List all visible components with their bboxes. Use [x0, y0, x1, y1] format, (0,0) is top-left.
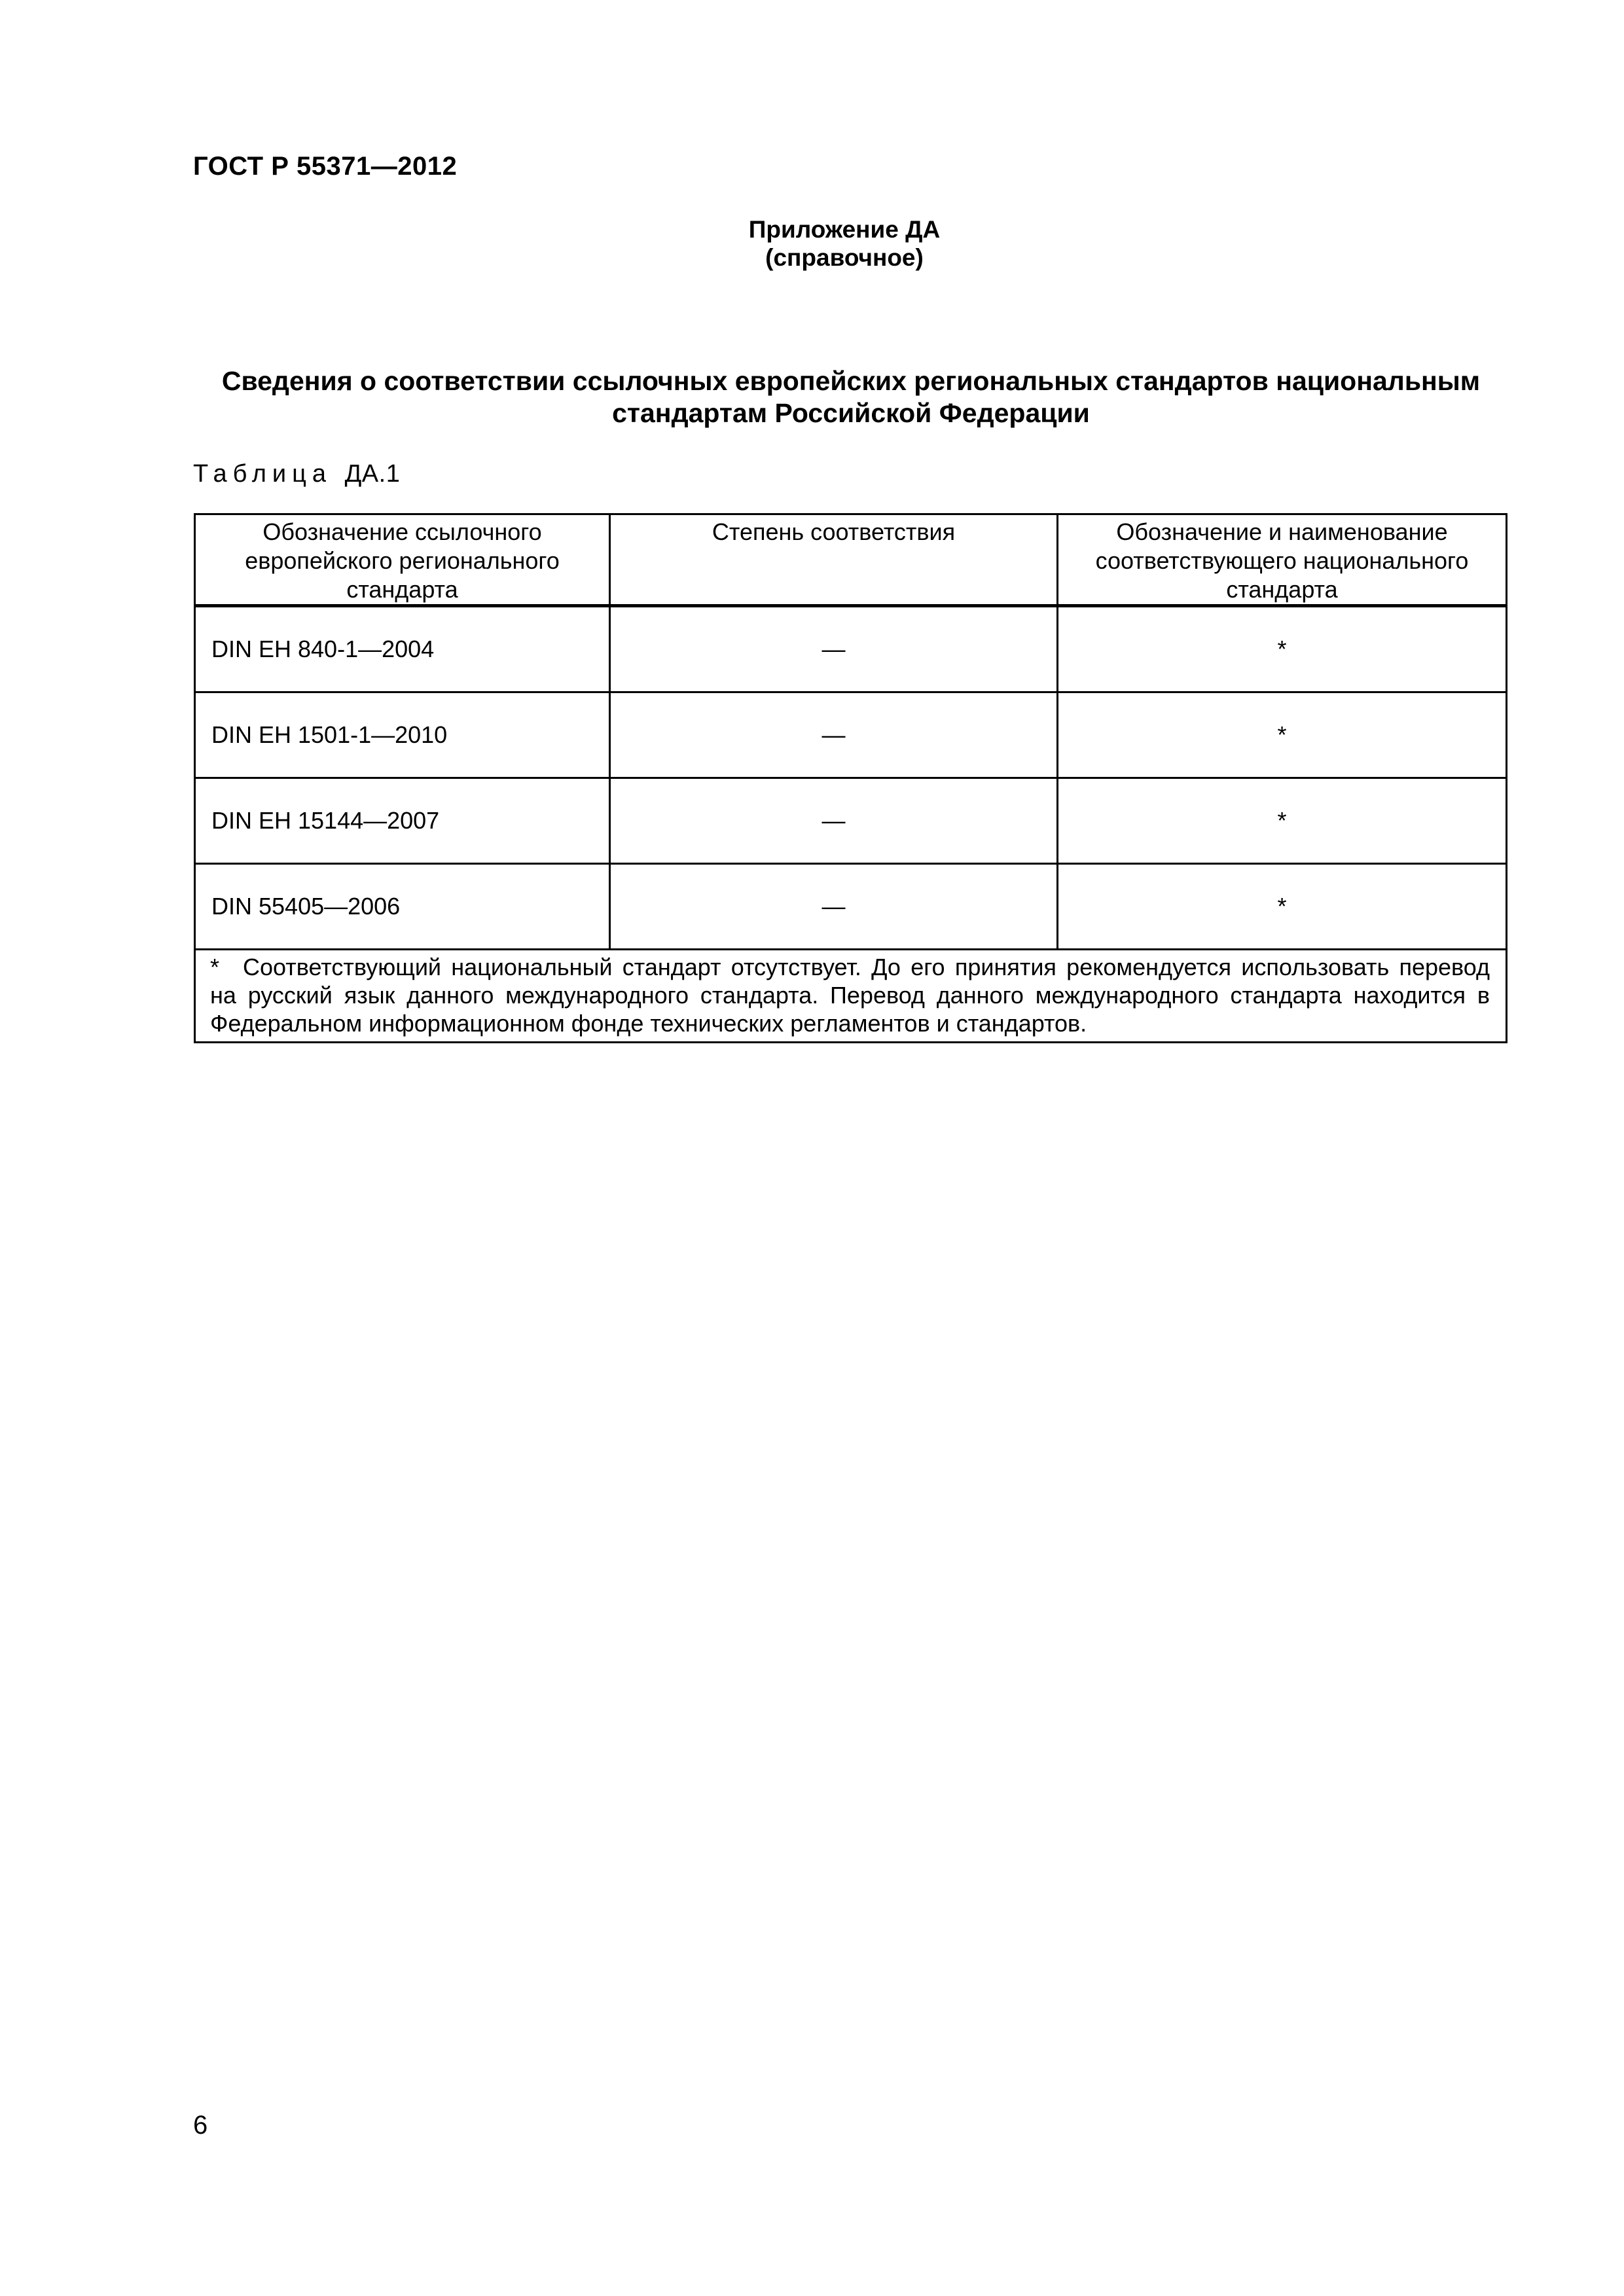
cell-designation: DIN 55405—2006	[195, 864, 610, 950]
column-header-degree: Степень соответствия	[610, 514, 1058, 606]
cell-degree: —	[610, 606, 1058, 692]
cell-degree: —	[610, 864, 1058, 950]
cell-national-standard: *	[1058, 692, 1507, 778]
column-header-designation: Обозначение ссылочного европейского регионального стандарта	[195, 514, 610, 606]
page-number: 6	[193, 2111, 208, 2140]
section-heading-line-1: Сведения о соответствии ссылочных европейских региональных стандартов национальным	[221, 366, 1481, 396]
cell-national-standard: *	[1058, 778, 1507, 864]
table-caption-number: ДА.1	[344, 460, 401, 488]
document-code: ГОСТ Р 55371—2012	[193, 152, 458, 181]
cell-national-standard: *	[1058, 864, 1507, 950]
cell-designation: DIN EH 1501-1—2010	[195, 692, 610, 778]
table-footnote-row	[195, 950, 1507, 1043]
correspondence-table	[194, 513, 1507, 1043]
cell-designation: DIN EH 15144—2007	[195, 778, 610, 864]
table-row	[195, 692, 1507, 778]
cell-national-standard: *	[1058, 606, 1507, 692]
annex-status: (справочное)	[765, 244, 924, 271]
cell-degree: —	[610, 692, 1058, 778]
table-header-row	[195, 514, 1507, 606]
section-heading-line-2: стандартам Российской Федерации	[612, 398, 1090, 428]
table-row	[195, 778, 1507, 864]
table-footnote: * Соответствующий национальный стандарт отсутствует. До его принятия рекомендуется использовать перевод на русский язык данного международного стандарта. Перевод данного международного стандарта находится в Федеральном информационном фонде технических регламентов и стандартов.	[195, 950, 1507, 1043]
cell-designation: DIN EH 840-1—2004	[195, 606, 610, 692]
table-caption	[193, 460, 400, 488]
cell-degree: —	[610, 778, 1058, 864]
table-row	[195, 864, 1507, 950]
column-header-national-standard: Обозначение и наименование соответствующего национального стандарта	[1058, 514, 1507, 606]
annex-title: Приложение ДА	[748, 216, 941, 243]
table-caption-word: Таблица	[193, 460, 332, 488]
table-row	[195, 606, 1507, 692]
